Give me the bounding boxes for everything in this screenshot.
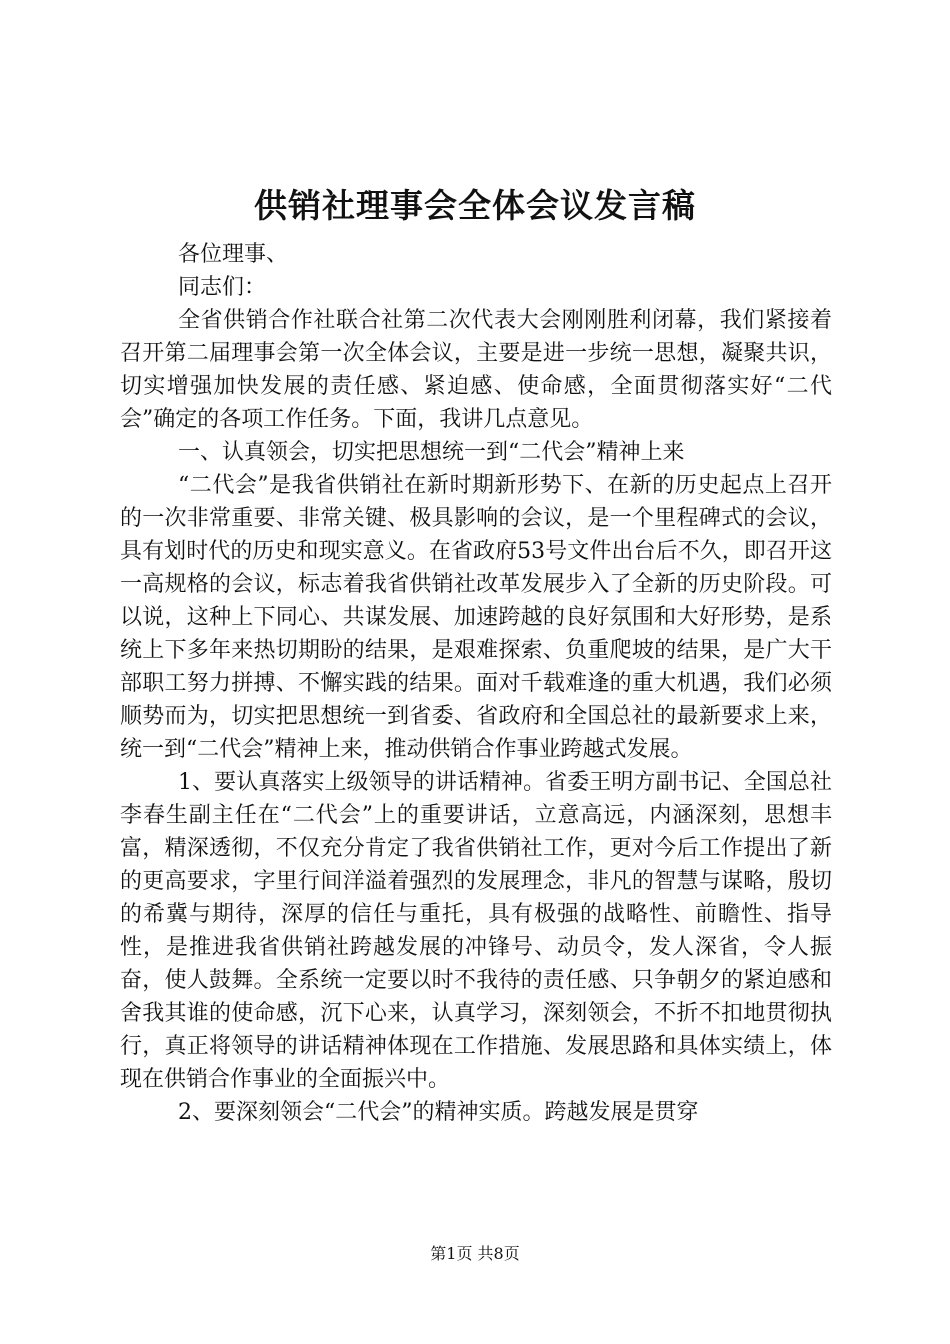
salutation-line-1: 各位理事、: [178, 242, 289, 267]
paragraph-section-1: “二代会”是我省供销社在新时期新形势下、在新的历史起点上召开的一次非常重要、非常关键、极具影响的会议，是一个里程碑式的会议，具有划时代的历史和现实意义。在省政府53号文件出台后不久，即召开这一高规格的会议，标志着我省供销社改革发展步入了全新的历史阶段。可以说，这种上下同心、共谋发展、加速跨越的良好氛围和大好形势，是系统上下多年来热切期盼的结果，是艰难探索、负重爬坡的结果，是广大干部职工努力拼搏、不懈实践的结果。面对千载难逢的重大机遇，我们必须顺势而为，切实把思想统一到省委、省政府和全国总社的最新要求上来，统一到“二代会”精神上来，推动供销合作事业跨越式发展。: [120, 473, 832, 762]
paragraph-item-2: 2、要深刻领会“二代会”的精神实质。跨越发展是贯穿: [178, 1100, 699, 1125]
document-title: 供销社理事会全体会议发言稿: [254, 186, 696, 225]
paragraph-item-1: 1、要认真落实上级领导的讲话精神。省委王明方副书记、全国总社李春生副主任在“二代会”上的重要讲话，立意高远，内涵深刻，思想丰富，精深透彻，不仅充分肯定了我省供销社工作，更对今后工作提出了新的更高要求，字里行间洋溢着强烈的发展理念，非凡的智慧与谋略，殷切的希冀与期待，深厚的信任与重托，具有极强的战略性、前瞻性、指导性，是推进我省供销社跨越发展的冲锋号、动员令，发人深省，令人振奋，使人鼓舞。全系统一定要以时不我待的责任感、只争朝夕的紧迫感和舍我其谁的使命感，沉下心来，认真学习，深刻领会，不折不扣地贯彻执行，真正将领导的讲话精神体现在工作措施、发展思路和具体实绩上，体现在供销合作事业的全面振兴中。: [120, 770, 832, 1092]
section-heading-1: 一、认真领会，切实把思想统一到“二代会”精神上来: [178, 440, 685, 465]
page-number-footer: 第1页 共8页: [430, 1244, 520, 1263]
document-body: [120, 238, 832, 1129]
salutation-line-2: 同志们：: [178, 275, 267, 300]
paragraph-intro: 全省供销合作社联合社第二次代表大会刚刚胜利闭幕，我们紧接着召开第二届理事会第一次全体会议，主要是进一步统一思想，凝聚共识，切实增强加快发展的责任感、紧迫感、使命感，全面贯彻落实好“二代会”确定的各项工作任务。下面，我讲几点意见。: [120, 308, 832, 432]
